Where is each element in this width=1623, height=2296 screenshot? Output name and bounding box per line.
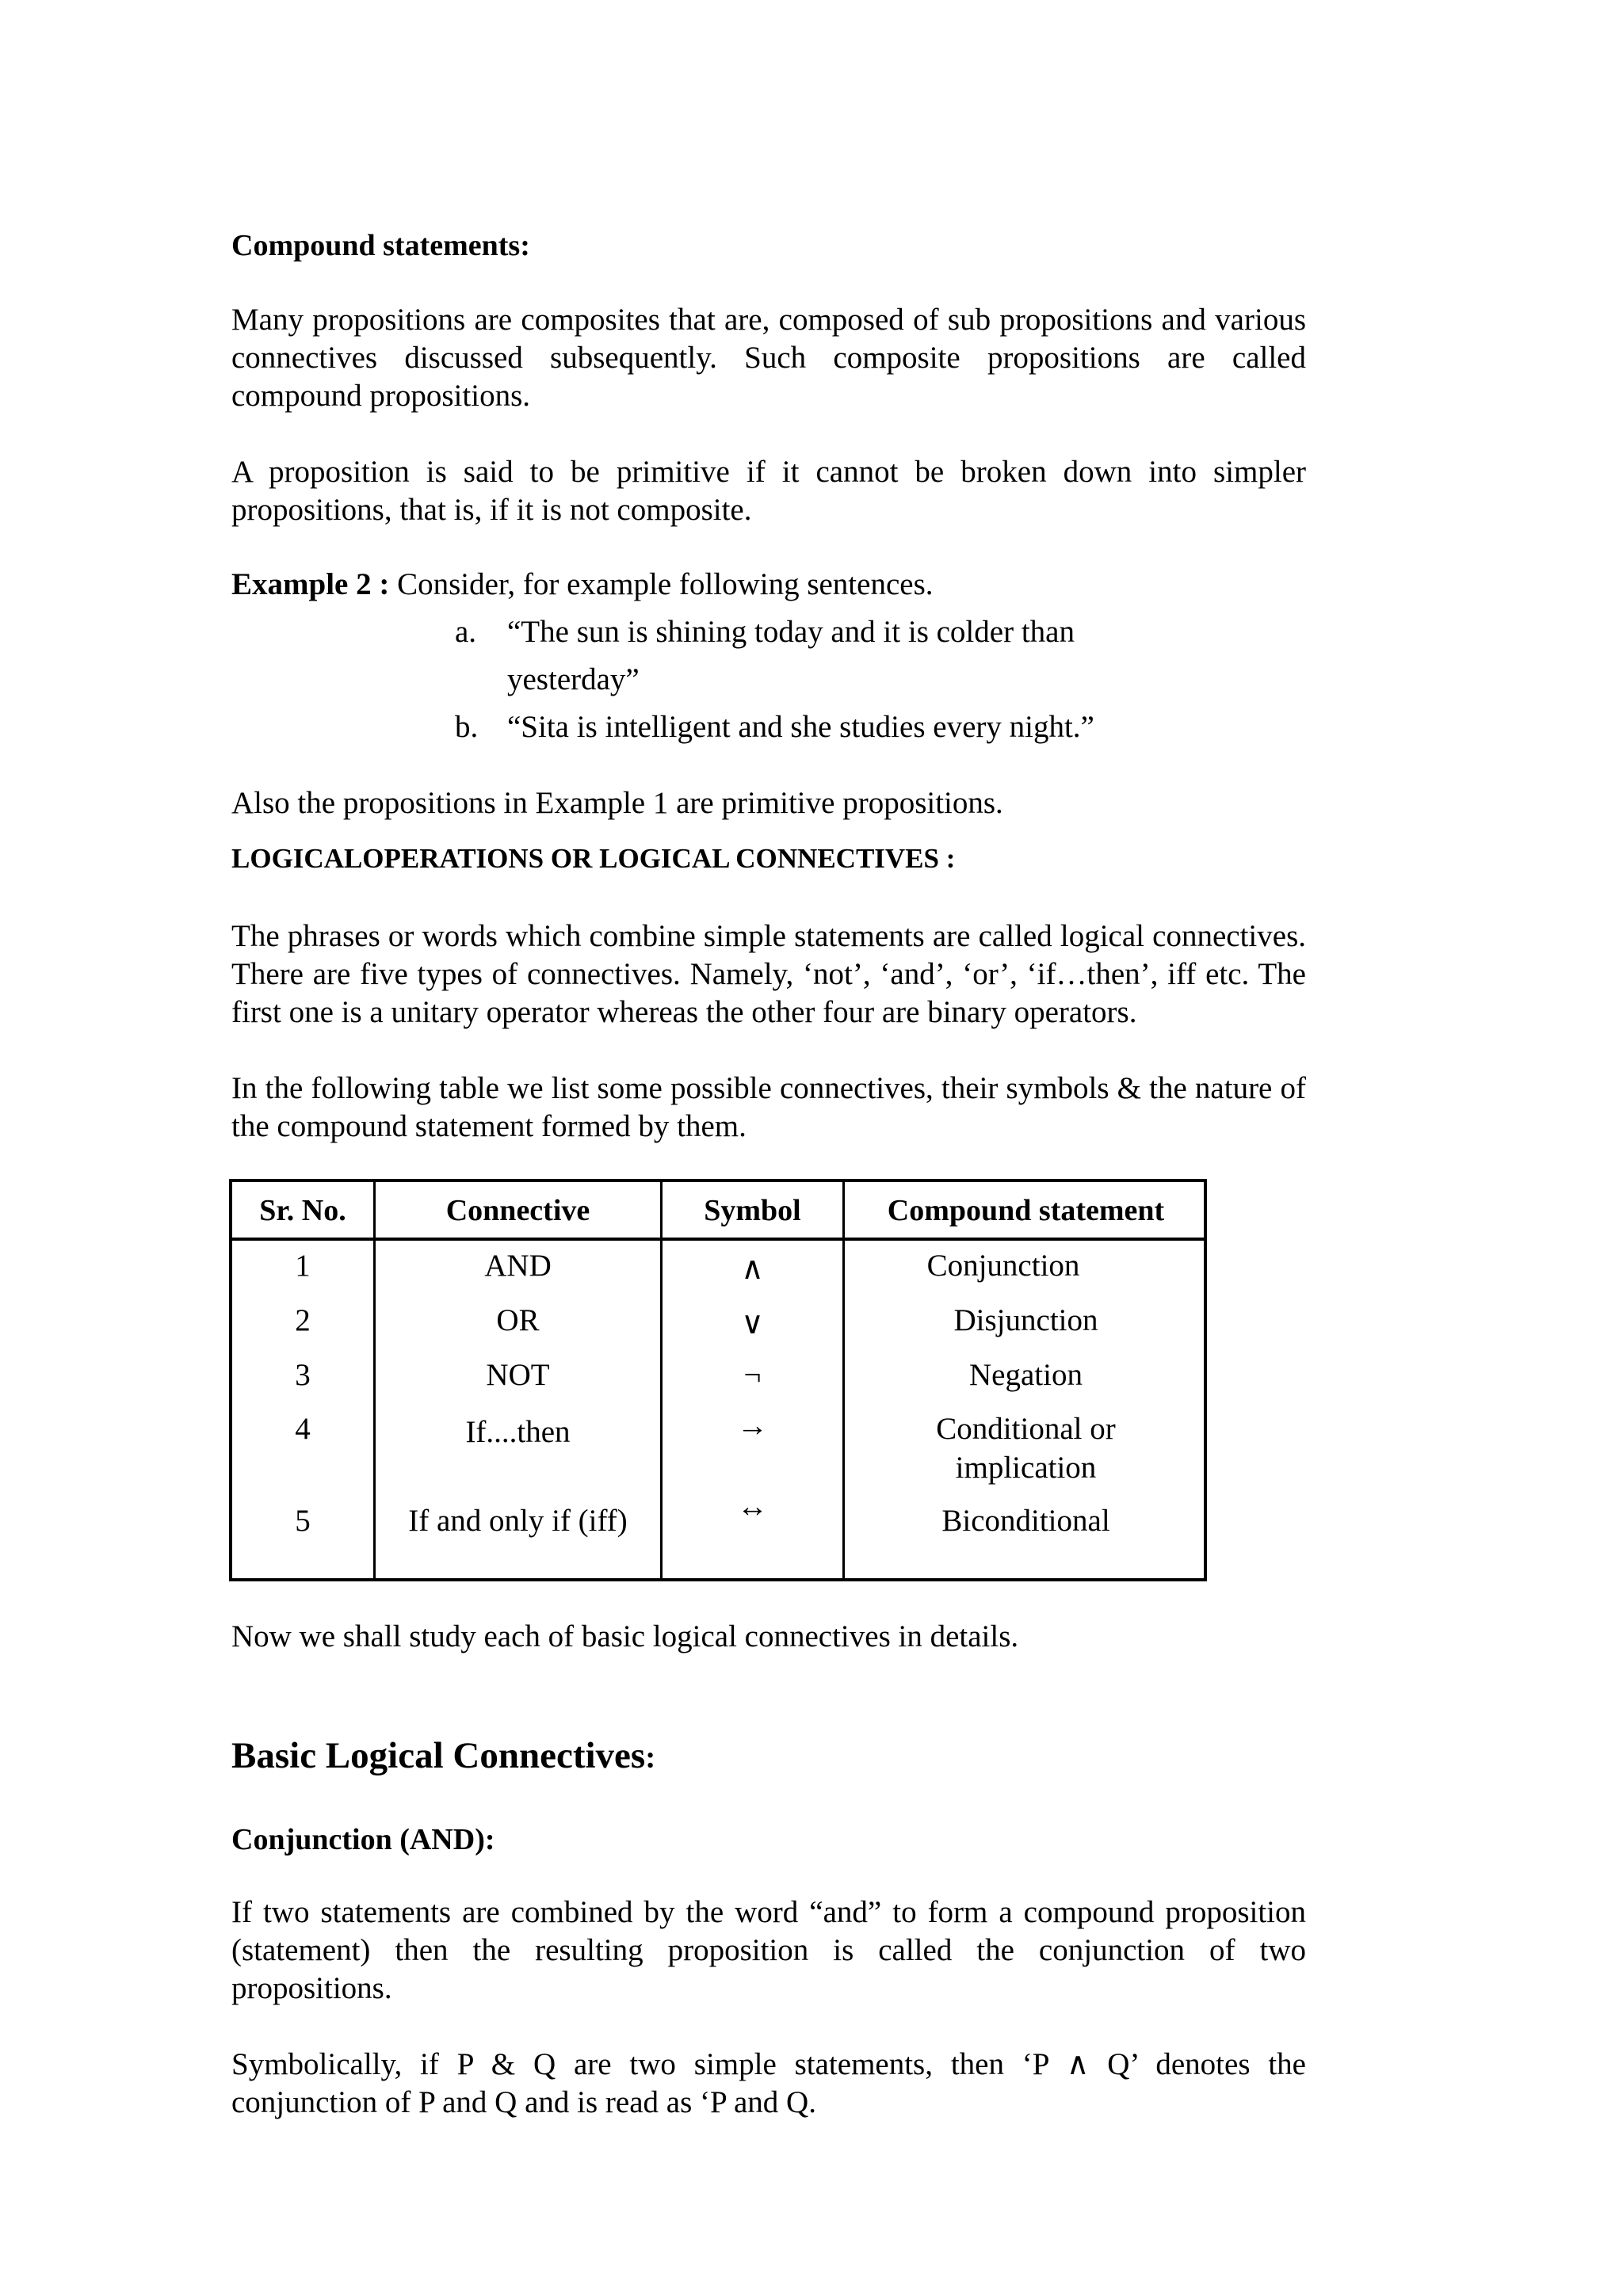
paragraph-conjunction-definition: If two statements are combined by the word “and” to form a compound proposition (statement) then the resulting proposition is called the conjunction of two propositions. <box>231 1895 1306 2005</box>
table-header-cell: Connective <box>445 1194 590 1227</box>
paragraph-connectives-definition: The phrases or words which combine simple statements are called logical connectives. There are five types of connectives. Namely, ‘not’, ‘and’, ‘or’, ‘if…then’, iff etc. The first one is a unitary operator whereas the other four are binary operators. <box>231 919 1306 1029</box>
table-cell-connective: If....then <box>465 1415 571 1449</box>
example-item-marker: b. <box>455 710 479 744</box>
heading-compound-statements: Compound statements: <box>231 229 530 262</box>
table-cell-sr-no: 5 <box>295 1504 311 1538</box>
paragraph-after-table: Now we shall study each of basic logical connectives in details. <box>231 1619 1019 1653</box>
example-item-text: “The sun is shining today and it is colder than <box>507 615 1075 649</box>
paragraph-compound-definition: Many propositions are composites that are, composed of sub propositions and various connectives discussed subsequently. Such composite propositions are called compound propositions. <box>231 303 1306 413</box>
heading-conjunction: Conjunction (AND): <box>231 1823 495 1856</box>
example-2-label: Example 2 : <box>231 567 390 601</box>
heading-basic-colon: : <box>645 1741 656 1775</box>
heading-logical-connectives: LOGICALOPERATIONS OR LOGICAL CONNECTIVES : <box>231 843 956 874</box>
table-cell-connective: OR <box>496 1303 540 1337</box>
table-header-cell: Compound statement <box>887 1194 1165 1227</box>
example-item-marker: a. <box>455 615 477 649</box>
example-2-intro <box>231 566 1306 604</box>
heading-basic-text: Basic Logical Connectives <box>231 1735 646 1776</box>
table-cell-symbol: ¬ <box>743 1358 762 1392</box>
table-cell-connective: AND <box>484 1249 552 1283</box>
paragraph-conjunction-symbol: Symbolically, if P & Q are two simple statements, then ‘P ∧ Q’ denotes the conjunction of P and Q and is read as ‘P and Q. <box>231 2047 1306 2119</box>
example-item-text: “Sita is intelligent and she studies every night.” <box>507 710 1094 744</box>
table-cell-sr-no: 2 <box>295 1303 311 1337</box>
paragraph-primitive-definition: A proposition is said to be primitive if it cannot be broken down into simpler propositions, that is, if it is not composite. <box>231 455 1306 527</box>
table-cell-connective: NOT <box>486 1358 550 1392</box>
table-cell-statement: Negation <box>969 1358 1083 1392</box>
table-cell-statement: Conjunction <box>926 1249 1080 1283</box>
paragraph-primitive-note: Also the propositions in Example 1 are primitive propositions. <box>231 786 1003 820</box>
table-header-cell: Sr. No. <box>259 1194 346 1227</box>
heading-basic-logical-connectives <box>231 1733 1306 1780</box>
example-2-intro-text: Consider, for example following sentences. <box>389 567 934 601</box>
table-cell-statement: Conditional or <box>936 1412 1116 1446</box>
table-cell-symbol: ∧ <box>741 1252 764 1286</box>
table-header-cell: Symbol <box>704 1194 801 1227</box>
table-header-divider <box>232 1238 1204 1241</box>
example-item-a-continuation <box>507 661 640 699</box>
connectives-table <box>229 1179 1207 1581</box>
table-cell-symbol: → <box>737 1409 768 1443</box>
table-cell-statement: Biconditional <box>941 1504 1110 1538</box>
example-item-text: yesterday” <box>507 662 640 696</box>
paragraph-table-intro: In the following table we list some possible connectives, their symbols & the nature of the compound statement formed by them. <box>231 1071 1306 1143</box>
table-cell-sr-no: 3 <box>295 1358 311 1392</box>
table-cell-symbol: ↔ <box>737 1489 768 1524</box>
table-cell-symbol: ∨ <box>741 1306 764 1341</box>
table-cell-statement: implication <box>955 1451 1097 1485</box>
table-cell-statement: Disjunction <box>953 1303 1098 1337</box>
table-cell-connective: If and only if (iff) <box>408 1504 628 1538</box>
table-cell-sr-no: 4 <box>295 1412 311 1446</box>
table-cell-sr-no: 1 <box>295 1249 311 1283</box>
